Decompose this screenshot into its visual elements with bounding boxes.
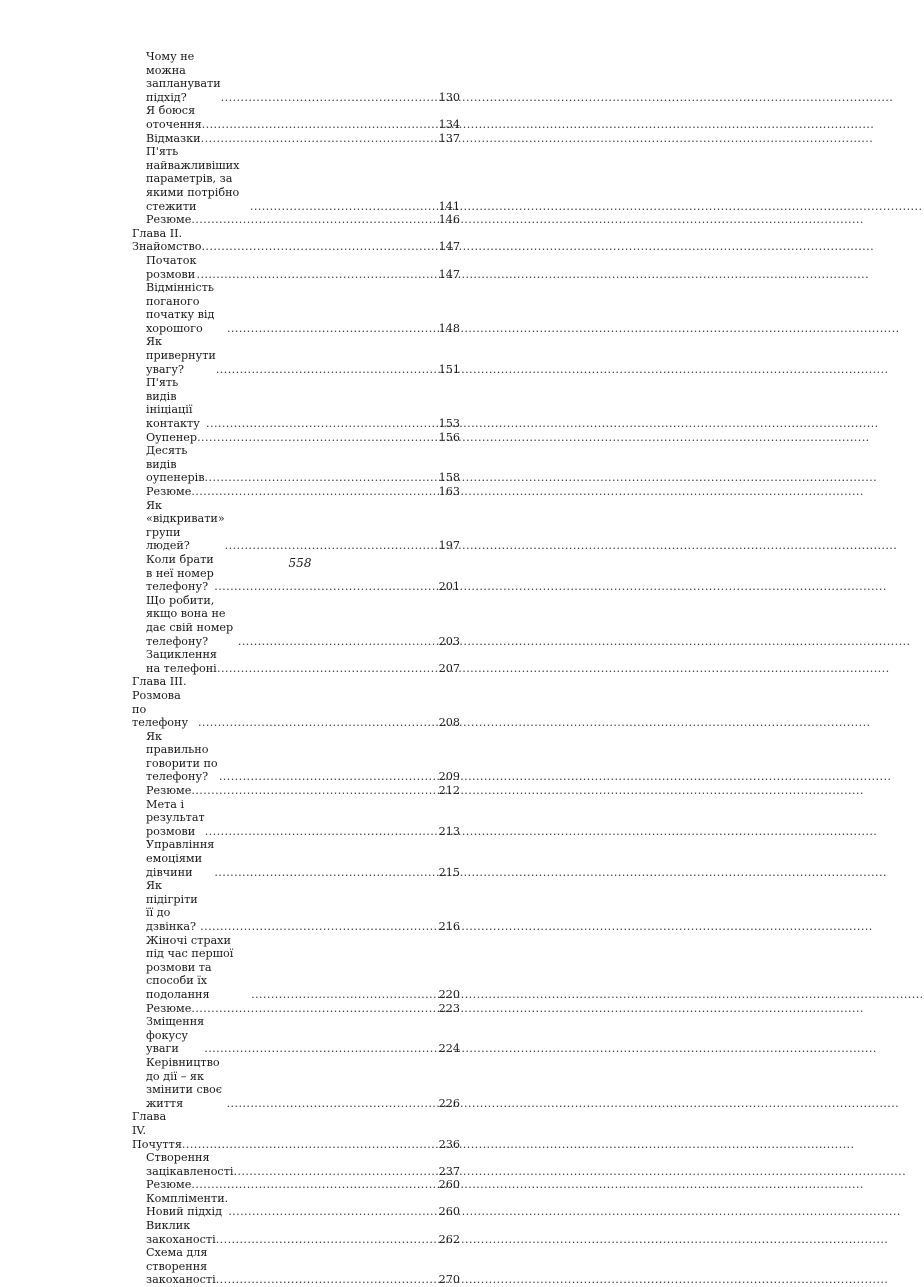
- toc-entry-page: 137: [438, 131, 460, 145]
- toc-entry-page: 260: [438, 1178, 460, 1192]
- toc-entry: [132, 879, 460, 933]
- toc-entry-title: Зміщення фокусу уваги: [146, 1015, 205, 1056]
- toc-entry-page: 237: [438, 1164, 460, 1178]
- toc-entry-title: Управління емоціями дівчини: [146, 838, 215, 879]
- toc-entry: [132, 798, 460, 839]
- toc-entry-title: П'ять видів ініціації контакту: [146, 376, 200, 431]
- toc-entry-title: Глава IV. Почуття: [132, 1110, 182, 1151]
- toc-entry-page: 130: [438, 90, 460, 104]
- table-of-contents: [132, 50, 460, 1287]
- dot-leader: [200, 920, 438, 934]
- toc-entry-page: 148: [438, 321, 460, 335]
- toc-entry: [132, 1002, 460, 1016]
- dot-leader: [216, 363, 439, 377]
- toc-entry-page: 212: [438, 784, 460, 798]
- toc-entry-page: 260: [438, 1205, 460, 1219]
- toc-entry: [132, 784, 460, 798]
- dot-leader: [216, 1273, 439, 1287]
- toc-entry-title: Виклик закоханості: [146, 1219, 216, 1246]
- toc-entry-title: Жіночі страхи під час першої розмови та способи їх подолання: [146, 933, 234, 1001]
- toc-entry-page: 197: [438, 539, 460, 553]
- toc-entry: [132, 1192, 460, 1219]
- toc-entry-page: 223: [438, 1001, 460, 1015]
- toc-entry: [132, 132, 460, 146]
- toc-entry-title: Оупенер: [146, 430, 198, 444]
- dot-leader: [196, 268, 438, 282]
- toc-entry-page: 147: [438, 267, 460, 281]
- toc-entry: [132, 1056, 460, 1110]
- toc-entry-page: 208: [438, 716, 460, 730]
- toc-entry-title: Резюме: [146, 784, 192, 798]
- toc-chapter: [132, 675, 460, 729]
- toc-entry-page: 262: [438, 1232, 460, 1246]
- toc-entry-title: Відмінність поганого початку від хорошого: [146, 281, 215, 335]
- toc-entry: [132, 934, 460, 1002]
- toc-entry: [132, 376, 460, 430]
- toc-entry-page: 141: [438, 199, 460, 213]
- toc-entry-title: Керівництво до дії – як змінити своє життя: [146, 1055, 223, 1110]
- dot-leader: [250, 200, 439, 214]
- dot-leader: [238, 635, 439, 649]
- toc-entry-page: 236: [438, 1137, 460, 1151]
- toc-entry-title: Зациклення на телефоні: [146, 648, 217, 675]
- toc-entry: [132, 1246, 460, 1287]
- toc-entry: [132, 1219, 460, 1246]
- toc-entry-title: Схема для створення закоханості: [146, 1246, 216, 1287]
- toc-entry-page: 216: [438, 920, 460, 933]
- dot-leader: [217, 662, 439, 676]
- toc-entry-page: 209: [438, 770, 460, 784]
- toc-entry: [132, 50, 460, 104]
- toc-entry: [132, 485, 460, 499]
- toc-entry: [132, 838, 460, 879]
- toc-entry: [132, 104, 460, 131]
- toc-entry-title: Як підігріти її до дзвінка?: [146, 879, 198, 933]
- toc-entry: [132, 1151, 460, 1178]
- dot-leader: [191, 1002, 438, 1016]
- toc-entry: [132, 335, 460, 376]
- toc-entry-page: 220: [438, 987, 460, 1001]
- toc-entry: [132, 213, 460, 227]
- dot-leader: [191, 485, 438, 499]
- toc-entry-title: Резюме: [146, 485, 192, 498]
- toc-entry: [132, 444, 460, 485]
- dot-leader: [206, 417, 439, 431]
- toc-entry: [132, 431, 460, 445]
- dot-leader: [191, 213, 438, 227]
- dot-leader: [233, 1165, 438, 1179]
- dot-leader: [202, 118, 439, 132]
- toc-chapter: [132, 227, 460, 254]
- toc-entry-page: 151: [438, 362, 460, 376]
- dot-leader: [201, 240, 438, 254]
- toc-entry-page: 147: [438, 240, 460, 254]
- toc-entry-page: 134: [438, 117, 460, 131]
- toc-entry-page: 207: [438, 661, 460, 675]
- toc-entry-title: Резюме: [146, 213, 192, 227]
- dot-leader: [221, 91, 439, 105]
- dot-leader: [191, 1178, 438, 1192]
- toc-entry-title: Резюме: [146, 1001, 192, 1015]
- toc-entry: [132, 648, 460, 675]
- page-number: 558: [288, 556, 312, 570]
- toc-entry-page: 201: [438, 580, 460, 594]
- toc-entry-title: Як «відкривати» групи людей?: [146, 498, 225, 553]
- toc-entry-title: Глава II. Знайомство: [132, 226, 202, 254]
- toc-entry-title: Як правильно говорити по телефону?: [146, 729, 218, 784]
- toc-entry-title: Чому не можна запланувати підхід?: [146, 50, 221, 104]
- toc-entry-title: Початок розмови: [146, 253, 197, 281]
- toc-entry: [132, 730, 460, 784]
- dot-leader: [228, 1205, 438, 1219]
- dot-leader: [219, 770, 439, 784]
- dot-leader: [201, 132, 439, 146]
- dot-leader: [227, 322, 439, 336]
- toc-entry-title: Компліменти. Новий підхід: [146, 1191, 229, 1219]
- toc-entry-page: 213: [438, 824, 460, 838]
- toc-entry-title: П'ять найважливіших параметрів, за якими потрібно стежити: [146, 145, 240, 213]
- dot-leader: [227, 1097, 439, 1111]
- toc-entry-page: 156: [438, 430, 460, 444]
- dot-leader: [205, 471, 439, 485]
- dot-leader: [197, 431, 439, 445]
- dot-leader: [214, 866, 438, 880]
- toc-entry-page: 226: [438, 1096, 460, 1110]
- toc-entry-title: Створення зацікавленості: [146, 1151, 234, 1178]
- dot-leader: [204, 1042, 438, 1056]
- toc-entry-page: 158: [438, 471, 460, 485]
- toc-entry-title: Глава III. Розмова по телефону: [132, 675, 189, 730]
- toc-entry: [132, 499, 460, 553]
- toc-entry-page: 224: [438, 1042, 460, 1056]
- toc-entry-page: 203: [438, 634, 460, 648]
- toc-entry-page: 270: [438, 1273, 460, 1287]
- toc-entry-title: Коли брати в неї номер телефону?: [146, 552, 214, 594]
- dot-leader: [191, 784, 438, 798]
- dot-leader: [251, 988, 439, 1002]
- dot-leader: [225, 539, 439, 553]
- dot-leader: [216, 1233, 439, 1247]
- toc-entry: [132, 1178, 460, 1192]
- toc-chapter: [132, 1110, 460, 1151]
- dot-leader: [198, 716, 439, 730]
- toc-entry: [132, 281, 460, 335]
- toc-entry-page: 215: [438, 865, 460, 879]
- toc-entry: [132, 145, 460, 213]
- toc-entry: [132, 254, 460, 281]
- toc-entry: [132, 594, 460, 648]
- dot-leader: [214, 580, 438, 594]
- toc-entry: [132, 1015, 460, 1056]
- toc-entry-title: Що робити, якщо вона не дає свій номер телефону?: [146, 593, 234, 648]
- dot-leader: [182, 1138, 439, 1152]
- dot-leader: [205, 825, 439, 839]
- toc-entry-page: 153: [438, 417, 460, 431]
- toc-entry-title: Відмазки: [146, 131, 201, 145]
- toc-entry-title: Я боюся оточення: [146, 104, 202, 131]
- toc-entry-page: 146: [438, 213, 460, 227]
- toc-entry-title: Десять видів оупенерів: [146, 444, 205, 485]
- toc-entry-page: 163: [438, 485, 460, 498]
- toc-entry-title: Резюме: [146, 1178, 192, 1192]
- toc-entry-title: Мета і результат розмови: [146, 797, 205, 838]
- toc-entry-title: Як привернути увагу?: [146, 335, 216, 376]
